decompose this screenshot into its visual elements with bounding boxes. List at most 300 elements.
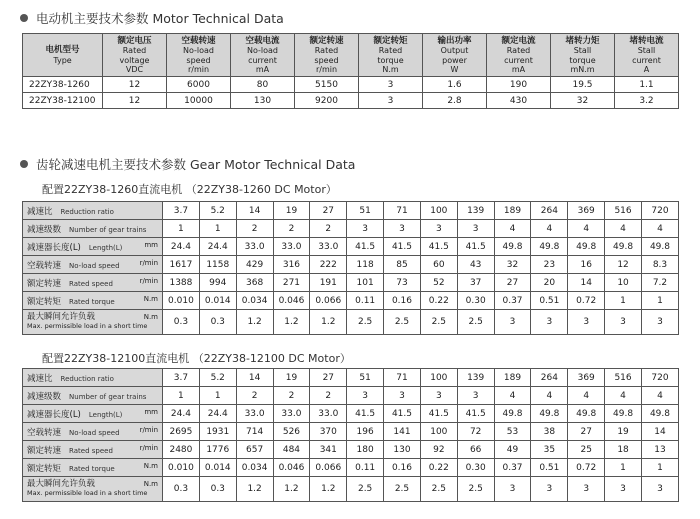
gear-value-cell: 2: [273, 387, 310, 405]
row-label-en: Rated torque: [69, 464, 115, 473]
gear-value-cell: 0.37: [494, 292, 531, 310]
gear-table-row: [23, 220, 679, 238]
header-en: Rated: [314, 46, 339, 55]
gear-value-cell: 51: [347, 202, 384, 220]
motor-header-cell: [103, 34, 167, 77]
row-label-en: Max. permissible load in a short time: [27, 489, 148, 497]
header-en: speed: [186, 55, 211, 65]
motor-table-row: [23, 93, 679, 109]
gear-value-cell: 53: [494, 423, 531, 441]
gear-table-row: [23, 441, 679, 459]
gear-table-row: [23, 292, 679, 310]
gear-value-cell: 0.30: [457, 459, 494, 477]
header-zh: 额定电流: [501, 35, 536, 46]
gear-value-cell: 0.11: [347, 292, 384, 310]
gear-value-cell: 0.22: [420, 292, 457, 310]
row-label-zh: 最大瞬间允许负载: [27, 312, 96, 322]
row-unit: mm: [144, 240, 158, 249]
gear-value-cell: 2.5: [420, 310, 457, 335]
header-en: Rated: [506, 46, 531, 55]
gear-value-cell: 24.4: [199, 238, 236, 256]
gear-value-cell: 27: [310, 202, 347, 220]
gear-row-label: [23, 220, 163, 238]
motor-header-cell: [487, 34, 551, 77]
header-zh: 输出功率: [437, 35, 472, 46]
gear-value-cell: 4: [641, 387, 678, 405]
gear-value-cell: 18: [605, 441, 642, 459]
gear-value-cell: 51: [347, 369, 384, 387]
gear-value-cell: 3: [605, 310, 642, 335]
gear-value-cell: 191: [310, 274, 347, 292]
gear-value-cell: 1: [163, 220, 200, 238]
gear-value-cell: 41.5: [347, 238, 384, 256]
motor-header-cell: [359, 34, 423, 77]
gear-value-cell: 73: [384, 274, 421, 292]
header-en: mA: [255, 65, 270, 74]
header-en: A: [643, 65, 650, 74]
motor-value-cell: 3.2: [615, 93, 679, 109]
gear-value-cell: 0.51: [531, 292, 568, 310]
gear-value-cell: 35: [531, 441, 568, 459]
gear-value-cell: 2: [236, 220, 273, 238]
gear-value-cell: 0.066: [310, 459, 347, 477]
gear-value-cell: 13: [641, 441, 678, 459]
gear-value-cell: 222: [310, 256, 347, 274]
gear-value-cell: 1: [641, 292, 678, 310]
header-zh: 堵转电流: [629, 35, 664, 46]
gear-value-cell: 0.3: [199, 310, 236, 335]
gear-value-cell: 429: [236, 256, 273, 274]
gear-value-cell: 180: [347, 441, 384, 459]
gear-value-cell: 49.8: [494, 238, 531, 256]
gear-value-cell: 1: [199, 387, 236, 405]
gear-value-cell: 720: [641, 369, 678, 387]
row-label-zh: 额定转矩: [27, 296, 62, 307]
gear-value-cell: 0.72: [568, 459, 605, 477]
header-en: Output: [440, 46, 469, 55]
gear-table-1260: [22, 201, 679, 335]
gear-value-cell: 41.5: [384, 238, 421, 256]
gear-value-cell: 0.3: [163, 310, 200, 335]
gear-value-cell: 0.30: [457, 292, 494, 310]
row-unit: mm: [144, 407, 158, 416]
gear-value-cell: 100: [420, 369, 457, 387]
gear-value-cell: 3: [347, 220, 384, 238]
row-label-en: Number of gear trains: [69, 392, 147, 401]
gear-table-2-subtitle: 配置22ZY38-12100直流电机 （22ZY38-12100 DC Motor）: [42, 352, 351, 365]
gear-row-label: [23, 256, 163, 274]
gear-value-cell: 19: [605, 423, 642, 441]
header-en: r/min: [187, 65, 210, 74]
gear-value-cell: 196: [347, 423, 384, 441]
gear-value-cell: 1.2: [236, 310, 273, 335]
motor-value-cell: 3: [359, 93, 423, 109]
gear-value-cell: 49.8: [568, 405, 605, 423]
gear-value-cell: 370: [310, 423, 347, 441]
gear-value-cell: 19: [273, 369, 310, 387]
gear-value-cell: 2.5: [384, 477, 421, 502]
gear-value-cell: 1: [605, 459, 642, 477]
gear-table-row: [23, 459, 679, 477]
gear-value-cell: 0.3: [163, 477, 200, 502]
gear-value-cell: 71: [384, 369, 421, 387]
gear-value-cell: 341: [310, 441, 347, 459]
row-label-en: Number of gear trains: [69, 225, 147, 234]
gear-value-cell: 101: [347, 274, 384, 292]
motor-data-title: 电动机主要技术参数 Motor Technical Data: [36, 11, 284, 26]
gear-value-cell: 271: [273, 274, 310, 292]
row-unit: r/min: [139, 276, 158, 285]
row-label-zh: 减速器长度(L): [27, 242, 81, 253]
gear-value-cell: 2695: [163, 423, 200, 441]
gear-value-cell: 27: [310, 369, 347, 387]
gear-value-cell: 1617: [163, 256, 200, 274]
gear-value-cell: 49.8: [605, 405, 642, 423]
gear-value-cell: 2.5: [457, 310, 494, 335]
gear-value-cell: 41.5: [457, 405, 494, 423]
gear-value-cell: 369: [568, 202, 605, 220]
gear-table-row: [23, 369, 679, 387]
gear-value-cell: 33.0: [273, 405, 310, 423]
gear-value-cell: 3: [494, 477, 531, 502]
gear-value-cell: 526: [273, 423, 310, 441]
gear-value-cell: 24.4: [163, 238, 200, 256]
gear-value-cell: 5.2: [199, 202, 236, 220]
header-en: Rated: [378, 46, 403, 55]
gear-value-cell: 60: [420, 256, 457, 274]
gear-row-label: [23, 477, 163, 502]
gear-value-cell: 0.16: [384, 459, 421, 477]
gear-row-label: [23, 369, 163, 387]
gear-value-cell: 369: [568, 369, 605, 387]
gear-value-cell: 368: [236, 274, 273, 292]
gear-value-cell: 24.4: [199, 405, 236, 423]
row-unit: N.m: [143, 313, 158, 321]
gear-value-cell: 720: [641, 202, 678, 220]
gear-data-title: 齿轮减速电机主要技术参数 Gear Motor Technical Data: [36, 157, 356, 172]
header-zh: 额定转速: [309, 35, 344, 46]
row-label-en: Reduction ratio: [60, 374, 114, 383]
gear-value-cell: 2.5: [384, 310, 421, 335]
gear-value-cell: 3: [457, 387, 494, 405]
gear-value-cell: 1.2: [236, 477, 273, 502]
gear-value-cell: 118: [347, 256, 384, 274]
gear-value-cell: 27: [494, 274, 531, 292]
gear-value-cell: 66: [457, 441, 494, 459]
header-en: torque: [377, 55, 404, 65]
header-en: speed: [314, 55, 339, 65]
gear-row-label: [23, 441, 163, 459]
gear-value-cell: 189: [494, 369, 531, 387]
gear-row-label: [23, 202, 163, 220]
bullet-dot-icon: [20, 160, 28, 168]
header-zh: 空载电流: [245, 35, 280, 46]
gear-value-cell: 2.5: [457, 477, 494, 502]
gear-value-cell: 33.0: [310, 238, 347, 256]
motor-value-cell: 3: [359, 77, 423, 93]
row-label-zh: 额定转速: [27, 278, 62, 289]
gear-value-cell: 0.16: [384, 292, 421, 310]
gear-value-cell: 37: [457, 274, 494, 292]
header-en: Type: [53, 55, 72, 65]
row-label-zh: 空载转速: [27, 260, 62, 271]
gear-value-cell: 4: [641, 220, 678, 238]
gear-value-cell: 23: [531, 256, 568, 274]
gear-value-cell: 3: [531, 310, 568, 335]
row-unit: r/min: [139, 258, 158, 267]
gear-value-cell: 0.37: [494, 459, 531, 477]
motor-table-row: [23, 77, 679, 93]
motor-value-cell: 9200: [295, 93, 359, 109]
header-en: voltage: [119, 55, 150, 65]
gear-value-cell: 0.034: [236, 459, 273, 477]
gear-value-cell: 49.8: [605, 238, 642, 256]
gear-value-cell: 71: [384, 202, 421, 220]
gear-value-cell: 4: [605, 387, 642, 405]
bullet-dot-icon: [20, 14, 28, 22]
gear-data-heading: [12, 155, 355, 173]
gear-table-row: [23, 423, 679, 441]
row-label-en: Max. permissible load in a short time: [27, 322, 148, 330]
gear-value-cell: 49.8: [568, 238, 605, 256]
motor-value-cell: 10000: [167, 93, 231, 109]
motor-data-heading: [12, 9, 284, 27]
gear-value-cell: 994: [199, 274, 236, 292]
row-label-en: Rated speed: [69, 279, 113, 288]
gear-value-cell: 0.066: [310, 292, 347, 310]
gear-value-cell: 10: [605, 274, 642, 292]
gear-table-row: [23, 477, 679, 502]
header-en: Rated: [122, 46, 147, 55]
gear-row-label: [23, 459, 163, 477]
gear-value-cell: 49.8: [531, 405, 568, 423]
gear-value-cell: 41.5: [420, 238, 457, 256]
gear-value-cell: 0.22: [420, 459, 457, 477]
gear-value-cell: 14: [641, 423, 678, 441]
row-label-en: Length(L): [88, 410, 123, 419]
gear-value-cell: 19: [273, 202, 310, 220]
gear-value-cell: 4: [531, 220, 568, 238]
gear-value-cell: 49.8: [531, 238, 568, 256]
gear-value-cell: 4: [494, 387, 531, 405]
gear-value-cell: 4: [494, 220, 531, 238]
gear-value-cell: 3: [568, 310, 605, 335]
gear-value-cell: 32: [494, 256, 531, 274]
gear-value-cell: 3: [384, 387, 421, 405]
gear-value-cell: 3: [420, 387, 457, 405]
motor-value-cell: 1.1: [615, 77, 679, 93]
gear-row-label: [23, 238, 163, 256]
row-label-zh: 减速器长度(L): [27, 409, 81, 420]
motor-value-cell: 130: [231, 93, 295, 109]
header-en: N.m: [382, 65, 399, 74]
gear-value-cell: 38: [531, 423, 568, 441]
header-en: Stall: [637, 46, 656, 55]
gear-value-cell: 14: [236, 369, 273, 387]
row-label-en: No-load speed: [69, 261, 120, 270]
gear-value-cell: 49: [494, 441, 531, 459]
gear-value-cell: 3: [641, 310, 678, 335]
gear-value-cell: 3.7: [163, 202, 200, 220]
row-label-zh: 最大瞬间允许负载: [27, 479, 96, 489]
gear-row-label: [23, 405, 163, 423]
gear-value-cell: 0.010: [163, 292, 200, 310]
motor-value-cell: 2.8: [423, 93, 487, 109]
header-en: Stall: [573, 46, 592, 55]
gear-value-cell: 2: [273, 220, 310, 238]
row-label-en: Rated torque: [69, 297, 115, 306]
gear-value-cell: 16: [568, 256, 605, 274]
gear-value-cell: 3: [568, 477, 605, 502]
gear-value-cell: 1776: [199, 441, 236, 459]
row-label-zh: 减速比: [27, 373, 53, 384]
row-unit: r/min: [139, 425, 158, 434]
row-unit: N.m: [143, 480, 158, 488]
gear-value-cell: 516: [605, 202, 642, 220]
gear-value-cell: 3: [347, 387, 384, 405]
gear-value-cell: 139: [457, 202, 494, 220]
gear-value-cell: 100: [420, 202, 457, 220]
gear-value-cell: 33.0: [236, 238, 273, 256]
header-en: W: [450, 65, 459, 74]
gear-value-cell: 41.5: [384, 405, 421, 423]
gear-value-cell: 141: [384, 423, 421, 441]
header-en: mN.m: [570, 65, 595, 74]
gear-value-cell: 0.046: [273, 292, 310, 310]
row-label-en: Rated speed: [69, 446, 113, 455]
header-en: mA: [511, 65, 526, 74]
motor-header-cell: [423, 34, 487, 77]
row-label-zh: 减速比: [27, 206, 53, 217]
gear-value-cell: 3: [494, 310, 531, 335]
gear-value-cell: 2.5: [347, 477, 384, 502]
gear-table-row: [23, 274, 679, 292]
gear-row-label: [23, 423, 163, 441]
header-en: No-load: [246, 46, 278, 55]
motor-value-cell: 5150: [295, 77, 359, 93]
gear-value-cell: 0.72: [568, 292, 605, 310]
motor-value-cell: 190: [487, 77, 551, 93]
gear-value-cell: 130: [384, 441, 421, 459]
gear-value-cell: 0.51: [531, 459, 568, 477]
gear-value-cell: 264: [531, 202, 568, 220]
gear-value-cell: 5.2: [199, 369, 236, 387]
motor-model-cell: 22ZY38-1260: [23, 77, 103, 93]
gear-value-cell: 49.8: [494, 405, 531, 423]
header-en: torque: [569, 55, 596, 65]
row-label-zh: 空载转速: [27, 427, 62, 438]
motor-header-cell: [231, 34, 295, 77]
gear-value-cell: 72: [457, 423, 494, 441]
gear-row-label: [23, 292, 163, 310]
gear-table-row: [23, 387, 679, 405]
gear-value-cell: 25: [568, 441, 605, 459]
gear-table-row: [23, 256, 679, 274]
row-label-en: Reduction ratio: [60, 207, 114, 216]
gear-value-cell: 316: [273, 256, 310, 274]
gear-value-cell: 41.5: [420, 405, 457, 423]
row-label-zh: 减速级数: [27, 224, 62, 235]
gear-value-cell: 1.2: [310, 477, 347, 502]
gear-table-12100: [22, 368, 679, 502]
gear-value-cell: 20: [531, 274, 568, 292]
gear-row-label: [23, 310, 163, 335]
header-en: current: [504, 55, 533, 65]
gear-value-cell: 3: [605, 477, 642, 502]
gear-table-row: [23, 202, 679, 220]
motor-header-cell: [167, 34, 231, 77]
motor-header-cell: [295, 34, 359, 77]
motor-value-cell: 32: [551, 93, 615, 109]
gear-value-cell: 2: [236, 387, 273, 405]
row-unit: N.m: [143, 294, 158, 303]
gear-value-cell: 8.3: [641, 256, 678, 274]
gear-value-cell: 3: [531, 477, 568, 502]
gear-table-row: [23, 310, 679, 335]
gear-value-cell: 3: [457, 220, 494, 238]
motor-value-cell: 12: [103, 77, 167, 93]
motor-value-cell: 430: [487, 93, 551, 109]
gear-value-cell: 52: [420, 274, 457, 292]
gear-value-cell: 4: [531, 387, 568, 405]
gear-value-cell: 2.5: [420, 477, 457, 502]
gear-value-cell: 2480: [163, 441, 200, 459]
gear-value-cell: 14: [568, 274, 605, 292]
gear-value-cell: 1931: [199, 423, 236, 441]
gear-value-cell: 14: [236, 202, 273, 220]
gear-value-cell: 1388: [163, 274, 200, 292]
gear-value-cell: 484: [273, 441, 310, 459]
gear-table-row: [23, 405, 679, 423]
motor-value-cell: 1.6: [423, 77, 487, 93]
row-label-en: Length(L): [88, 243, 123, 252]
gear-value-cell: 1: [605, 292, 642, 310]
gear-value-cell: 4: [568, 387, 605, 405]
gear-value-cell: 1: [641, 459, 678, 477]
gear-value-cell: 657: [236, 441, 273, 459]
motor-model-cell: 22ZY38-12100: [23, 93, 103, 109]
gear-value-cell: 100: [420, 423, 457, 441]
header-zh: 额定电压: [117, 35, 152, 46]
gear-value-cell: 0.046: [273, 459, 310, 477]
gear-value-cell: 1: [163, 387, 200, 405]
row-unit: r/min: [139, 443, 158, 452]
gear-value-cell: 1158: [199, 256, 236, 274]
motor-value-cell: 6000: [167, 77, 231, 93]
gear-value-cell: 27: [568, 423, 605, 441]
gear-value-cell: 1.2: [310, 310, 347, 335]
gear-value-cell: 41.5: [347, 405, 384, 423]
header-en: No-load: [182, 46, 214, 55]
gear-value-cell: 4: [605, 220, 642, 238]
gear-value-cell: 24.4: [163, 405, 200, 423]
gear-value-cell: 3: [641, 477, 678, 502]
gear-value-cell: 41.5: [457, 238, 494, 256]
header-zh: 电机型号: [45, 45, 80, 55]
gear-value-cell: 264: [531, 369, 568, 387]
gear-value-cell: 139: [457, 369, 494, 387]
motor-value-cell: 19.5: [551, 77, 615, 93]
motor-technical-table: [22, 33, 679, 109]
gear-table-row: [23, 238, 679, 256]
header-en: power: [442, 55, 467, 65]
gear-value-cell: 714: [236, 423, 273, 441]
motor-header-cell: [23, 34, 103, 77]
gear-value-cell: 3: [384, 220, 421, 238]
gear-value-cell: 0.3: [199, 477, 236, 502]
motor-header-cell: [551, 34, 615, 77]
header-en: current: [632, 55, 661, 65]
